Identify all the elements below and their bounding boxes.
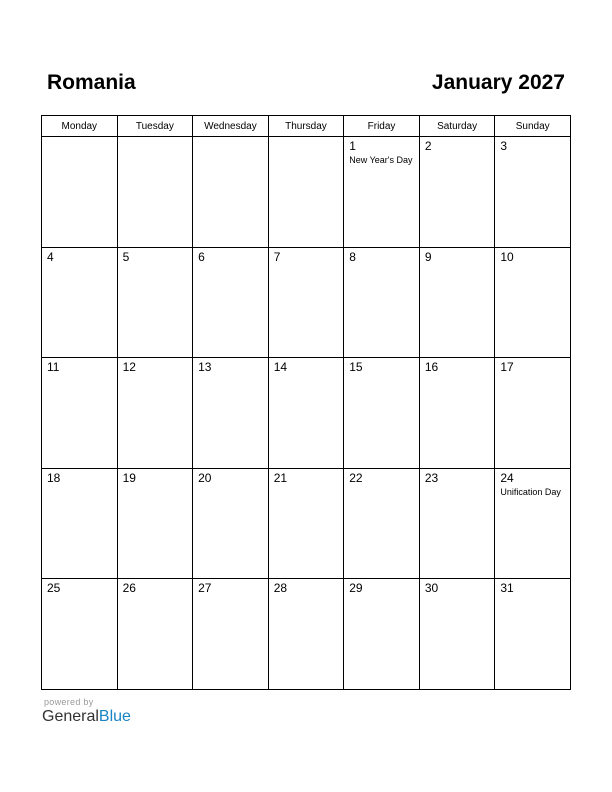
day-cell <box>344 358 420 469</box>
day-number: 27 <box>198 581 212 596</box>
weekday-header: Saturday <box>419 116 495 137</box>
week-row <box>42 358 571 469</box>
day-cell <box>419 579 495 690</box>
day-number: 19 <box>122 470 136 485</box>
day-number: 10 <box>500 249 514 264</box>
day-cell <box>268 468 344 579</box>
day-cell <box>193 137 269 248</box>
day-number: 31 <box>500 581 514 596</box>
calendar-grid <box>41 115 571 690</box>
weekday-header-row <box>42 116 571 137</box>
day-number: 9 <box>424 249 432 264</box>
day-number: 26 <box>122 581 136 596</box>
week-row <box>42 247 571 358</box>
day-cell <box>42 358 118 469</box>
day-cell <box>117 137 193 248</box>
day-number: 2 <box>424 139 432 153</box>
day-cell <box>117 579 193 690</box>
day-cell <box>495 579 571 690</box>
day-cell <box>495 358 571 469</box>
day-number: 15 <box>349 360 363 375</box>
day-number: 13 <box>198 360 212 375</box>
day-number: 1 <box>349 139 356 153</box>
month-year-title: January 2027 <box>431 71 565 94</box>
country-title: Romania <box>47 71 136 94</box>
day-cell <box>117 247 193 358</box>
day-number: 29 <box>349 581 363 596</box>
day-number: 28 <box>273 581 288 596</box>
day-cell <box>193 247 269 358</box>
day-number: 21 <box>273 470 288 485</box>
day-cell <box>117 468 193 579</box>
day-number: 4 <box>47 249 54 264</box>
day-number: 16 <box>424 360 439 375</box>
day-number: 30 <box>424 581 439 596</box>
day-number: 17 <box>500 360 514 375</box>
day-number: 25 <box>47 581 61 596</box>
day-cell <box>42 247 118 358</box>
logo-general-text: General <box>42 708 99 725</box>
week-row <box>42 137 571 248</box>
day-number: 23 <box>424 470 439 485</box>
day-number: 18 <box>47 470 61 485</box>
day-cell <box>419 247 495 358</box>
day-cell <box>268 358 344 469</box>
day-cell <box>193 468 269 579</box>
powered-by-text: powered by <box>44 697 94 707</box>
day-number: 11 <box>47 360 60 375</box>
day-cell <box>117 358 193 469</box>
day-cell <box>495 137 571 248</box>
day-cell <box>344 137 420 248</box>
weekday-header: Wednesday <box>193 116 269 137</box>
day-cell <box>193 358 269 469</box>
day-cell <box>419 358 495 469</box>
day-cell <box>42 579 118 690</box>
day-cell <box>419 468 495 579</box>
day-number: 5 <box>122 249 130 264</box>
generalblue-logo <box>42 708 131 726</box>
week-row <box>42 468 571 579</box>
day-cell <box>495 468 571 579</box>
day-cell <box>268 579 344 690</box>
weekday-header: Sunday <box>495 116 571 137</box>
holiday-label: Unification Day <box>500 486 561 497</box>
day-cell <box>268 247 344 358</box>
day-number: 12 <box>122 360 136 375</box>
day-number: 14 <box>273 360 288 375</box>
day-cell <box>42 468 118 579</box>
week-row <box>42 579 571 690</box>
day-cell <box>193 579 269 690</box>
day-number: 3 <box>500 139 508 153</box>
footer-brand <box>42 697 131 726</box>
day-number: 20 <box>198 470 212 485</box>
day-cell <box>419 137 495 248</box>
day-cell <box>344 579 420 690</box>
logo-blue-text: Blue <box>98 708 131 725</box>
weekday-header: Tuesday <box>117 116 193 137</box>
weekday-header: Friday <box>344 116 420 137</box>
weekday-header: Monday <box>42 116 118 137</box>
day-number: 24 <box>500 470 514 485</box>
day-cell <box>344 468 420 579</box>
weekday-header: Thursday <box>268 116 344 137</box>
day-cell <box>495 247 571 358</box>
holiday-label: New Year's Day <box>349 155 413 165</box>
day-cell <box>42 137 118 248</box>
day-cell <box>268 137 344 248</box>
day-number: 6 <box>198 249 205 264</box>
day-cell <box>344 247 420 358</box>
day-number: 22 <box>349 470 363 485</box>
day-number: 7 <box>273 249 281 264</box>
day-number: 8 <box>349 249 356 264</box>
